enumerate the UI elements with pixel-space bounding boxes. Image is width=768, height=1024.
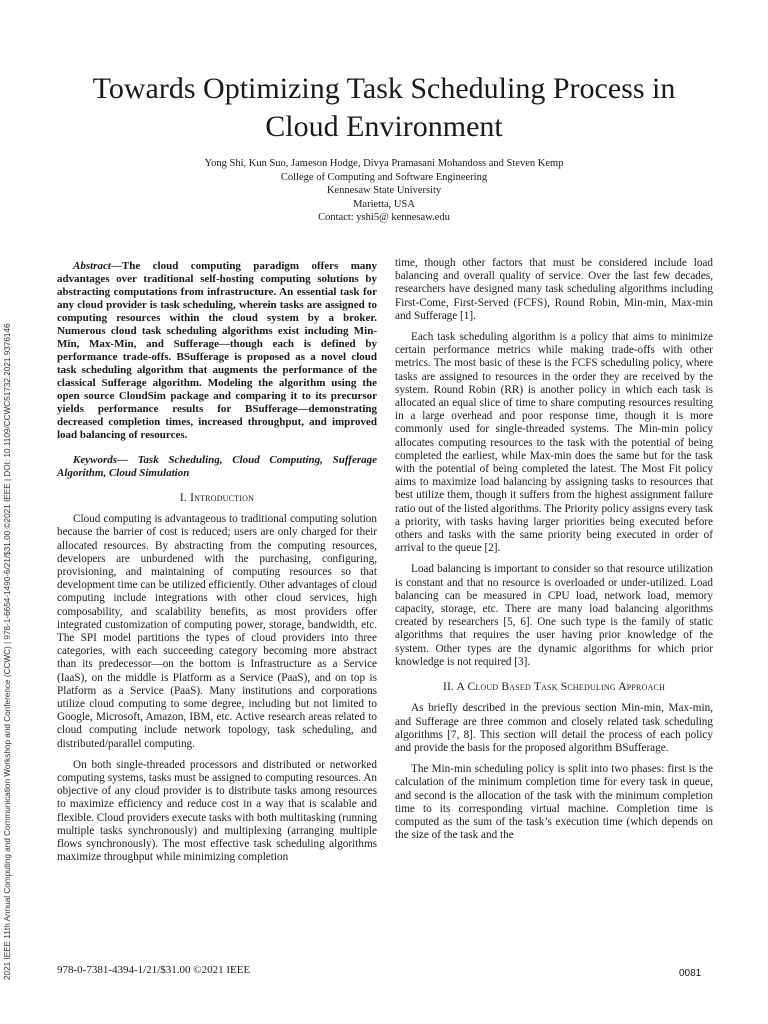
right-column: [395, 257, 713, 850]
approach-paragraph-2: The Min-min scheduling policy is split into two phases: first is the calculation of the minimum completion time for every task in queue, and second is the allocation of the task with the minimum completion time to its corresponding virtual machine. Completion time is computed as the sum of the task’s execution time (which depends on the size of the task and the: [395, 763, 713, 842]
abstract-lead: Abstract: [73, 260, 111, 272]
abstract: [57, 260, 377, 442]
keywords: Keywords— Task Scheduling, Cloud Computing, Sufferage Algorithm, Cloud Simulation: [57, 454, 377, 479]
paper-title: Towards Optimizing Task Scheduling Process in Cloud Environment: [92, 72, 676, 143]
left-column: [57, 260, 377, 872]
author-block: [60, 157, 708, 225]
author-names: Yong Shi, Kun Suo, Jameson Hodge, Divya Pramasani Mohandoss and Steven Kemp: [204, 158, 564, 169]
author-contact: Contact: yshi5@ kennesaw.edu: [318, 212, 450, 224]
intro-paragraph-1: Cloud computing is advantageous to traditional computing solution because the barrier of cost is reduced; users are only charged for their allocated resources. By abstracting from the computing resources, developers are unburdened with the purchasing, configuring, provisioning, and maintaining of computing resources so that development time can be utilized efficiently. Other advantages of cloud computing include integrations with other cloud services, high composability, and scalability benefits, as most providers offer integrated customization of computing power, storage, bandwidth, etc. The SPI model partitions the types of cloud providers into three categories, with each succeeding category becoming more abstract than its predecessor—on the bottom is Infrastructure as a Service (IaaS), on the middle is Platform as a Service (PaaS), and on top is Platform as a Service (PaaS). Many institutions and corporations utilize cloud computing to some degree, including but not limited to Google, Microsoft, Amazon, IBM, etc. Active research areas related to cloud computing include network topology, task scheduling, and distributed/parallel computing.: [57, 513, 377, 750]
author-university: Kennesaw State University: [326, 185, 442, 197]
intro-paragraph-4: Load balancing is important to consider so that resource utilization is constant and that no resource is overloaded or under-utilized. Load balancing can be measured in CPU load, network load, memory capacity, storage, etc. There are many load balancing algorithms created by researchers [5, 6]. One such type is the family of static algorithms that requires the user having prior knowledge of the system. Other types are the dynamic algorithms for which prior knowledge is not required [3].: [395, 563, 713, 668]
author-location: Marietta, USA: [353, 198, 415, 210]
footer-isbn: 978-0-7381-4394-1/21/$31.00 ©2021 IEEE: [57, 964, 251, 976]
abstract-text: —The cloud computing paradigm offers many advantages over traditional self-hosting computing solutions by abstracting computations from infrastructure. An essential task for any cloud provider is task scheduling, wherein tasks are assigned to computing resources within the cloud system by a broker. Numerous cloud task scheduling algorithms exist including Min-Min, Max-Min, and Sufferage—though each is defined by performance trade-offs. BSufferage is proposed as a novel cloud task scheduling algorithm that augments the performance of the classical Sufferage algorithm. Modeling the algorithm using the open source CloudSim package and comparing it to its precursor yields performance results for BSufferage—demonstrating decreased completion times, increased throughput, and improved load balancing of resources.: [57, 260, 377, 441]
intro-paragraph-2: On both single-threaded processors and distributed or networked computing systems, tasks must be assigned to computing resources. An objective of any cloud provider is to distribute tasks among resources to maximize efficiency and reduce cost in a way that is scalable and flexible. Cloud providers execute tasks with both multitasking (running multiple tasks synchronously) and multiplexing (arranging multiple flows synchronously). The most effective task scheduling algorithms maximize throughput while minimizing completion: [57, 758, 377, 864]
page-number: 0081: [679, 968, 702, 979]
section-heading-introduction: I. Introduction: [179, 492, 255, 504]
ieee-side-note: [0, 0, 16, 1024]
intro-paragraph-2-continued: time, though other factors that must be considered include load balancing and overall quality of service. Over the last few decades, researchers have designed many task scheduling algorithms including First-Come, First-Served (FCFS), Round Robin, Min-min, Max-min and Sufferage [1].: [395, 257, 713, 322]
approach-paragraph-1: As briefly described in the previous section Min-min, Max-min, and Sufferage are three common and closely related task scheduling algorithms [7, 8]. This section will detail the process of each policy and provide the basis for the proposed algorithm BSufferage.: [395, 702, 713, 754]
section-heading-approach: II. A Cloud Based Task Scheduling Approach: [442, 681, 666, 694]
side-note-text: 2021 IEEE 11th Annual Computing and Communication Workshop and Conference (CCWC) | 978-1-6654-1490-6/21/$31.00 ©2021 IEEE | DOI: 10.1109/CCWC51732.2021.9376146: [3, 323, 12, 980]
intro-paragraph-3: Each task scheduling algorithm is a policy that aims to minimize certain performance metrics while making trade-offs with other metrics. The most basic of these is the FCFS scheduling policy, where tasks are assigned to resources in the order they are received by the system. Round Robin (RR) is another policy in which each task is allocated an equal slice of time to share computing resources resulting in a large overhead and poor response time, though it is more commonly used for single-threaded systems. The Min-min policy allocates computing resources to the task with the potential of being completed the earliest, while Max-min does the same but for the task with the potential of being completed the latest. The Most Fit policy aims to maximize load balancing by assigning tasks to resources that best utilize them, though it suffers from the highest assignment failure ratio out of the listed algorithms. The Priority policy assigns every task a priority, with tasks having larger priorities being executed before others and tasks with the same priority being executed in order of arrival to the queue [2].: [395, 331, 713, 555]
author-college: College of Computing and Software Engineering: [280, 171, 488, 183]
